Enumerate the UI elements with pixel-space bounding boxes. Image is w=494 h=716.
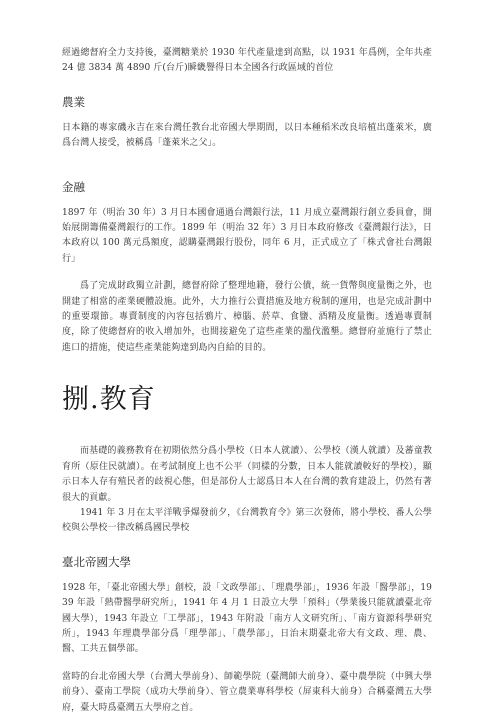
education-paragraph-2: 1941 年 3 月在太平洋戰爭爆發前夕，《台灣教育令》第三次發佈，將小學校、番人公學校與公學校一律改稱爲國民學校 (62, 507, 433, 534)
agriculture-heading: 農業 (62, 94, 85, 109)
finance-heading: 金融 (62, 179, 85, 194)
university-paragraph-2: 當時的台北帝國大學（台灣大學前身）、師範學院（臺灣師大前身）、臺中農學院（中興大學前身）、臺南工學院（成功大學前身）、管立農業專科學校（屏東科大前身）合稱臺灣五大學府，臺大時爲臺灣五大學府之首。 (62, 671, 432, 713)
intro-paragraph: 經過總督府全力支持後，臺灣糖業於 1930 年代產量達到高點，以 1931 年爲例，全年共產 24 億 3834 萬 4890 斤(台斤)瞬畿譽得日本全國各行政區域的首位 (62, 48, 432, 74)
university-heading: 臺北帝國大學 (62, 554, 131, 569)
university-paragraph-1: 1928 年，「臺北帝國大學」創校，設「文政學部」、「理農學部」，1936 年設「醫學部」，1939 年設「熱帶醫學研究所」，1941 年 4 月 1 日設立大學「預科」（學業後只能就讀臺北帝國大學），1943 年設立「工學部」，1943 年附設「南方人文研究所」、「南方資源科學研究所」，1943 年理農學部分爲「理學部」、「農學部」，日治末期臺北帝大有文政、理、農、醫、工共五個學部。 (62, 582, 432, 655)
finance-paragraph: 1897 年（明治 30 年）3 月日本國會通過台灣銀行法，11 月成立臺灣銀行創立委員會，開始展開籌備臺灣銀行的工作。1899 年（明治 32 年）3 月日本政府修改《臺灣銀行法》，日本政府以 100 萬元爲額度，認購臺灣銀行股份，同年 6 月，正式成立了「株式會社台灣銀行」 (62, 207, 432, 264)
agriculture-paragraph: 日本籍的專家磯永吉在來台灣任教台北帝國大學期間，以日本種稻米改良培植出蓬萊米，廣爲台灣人接受，被稱爲「蓬萊米之父」。 (62, 122, 432, 149)
education-heading: 捌.教育 (62, 384, 156, 416)
policy-paragraph: 爲了完成財政獨立計劃，總督府除了整理地籍，發行公債，統一貨幣與度量衡之外，也開建了相當的產業硬體設施。此外，大力推行公賣措施及地方稅制的運用，也是完成計劃中的重要環節。專賣制度的內容包括鴉片、樟腦、菸草、食鹽、酒精及度量衡。透過專賣制度，除了使總督府的收入增加外，也間接避免了這些產業的濫伐濫墾。總督府並施行了禁止進口的措施，使這些產業能夠達到島內自給的目的。 (62, 281, 432, 353)
education-paragraph-1: 而基礎的義務教育在初期依然分爲小學校（日本人就讀）、公學校（漢人就讀）及蕃童教育所（原住民就讀）。在考試制度上也不公平（同樣的分數，日本人能就讀較好的學校），顯示日本人存有殖民者的歧視心態，但是部份人士認爲日本人在台灣的教育建設上，仍然有著很大的貢獻。 (62, 446, 432, 503)
